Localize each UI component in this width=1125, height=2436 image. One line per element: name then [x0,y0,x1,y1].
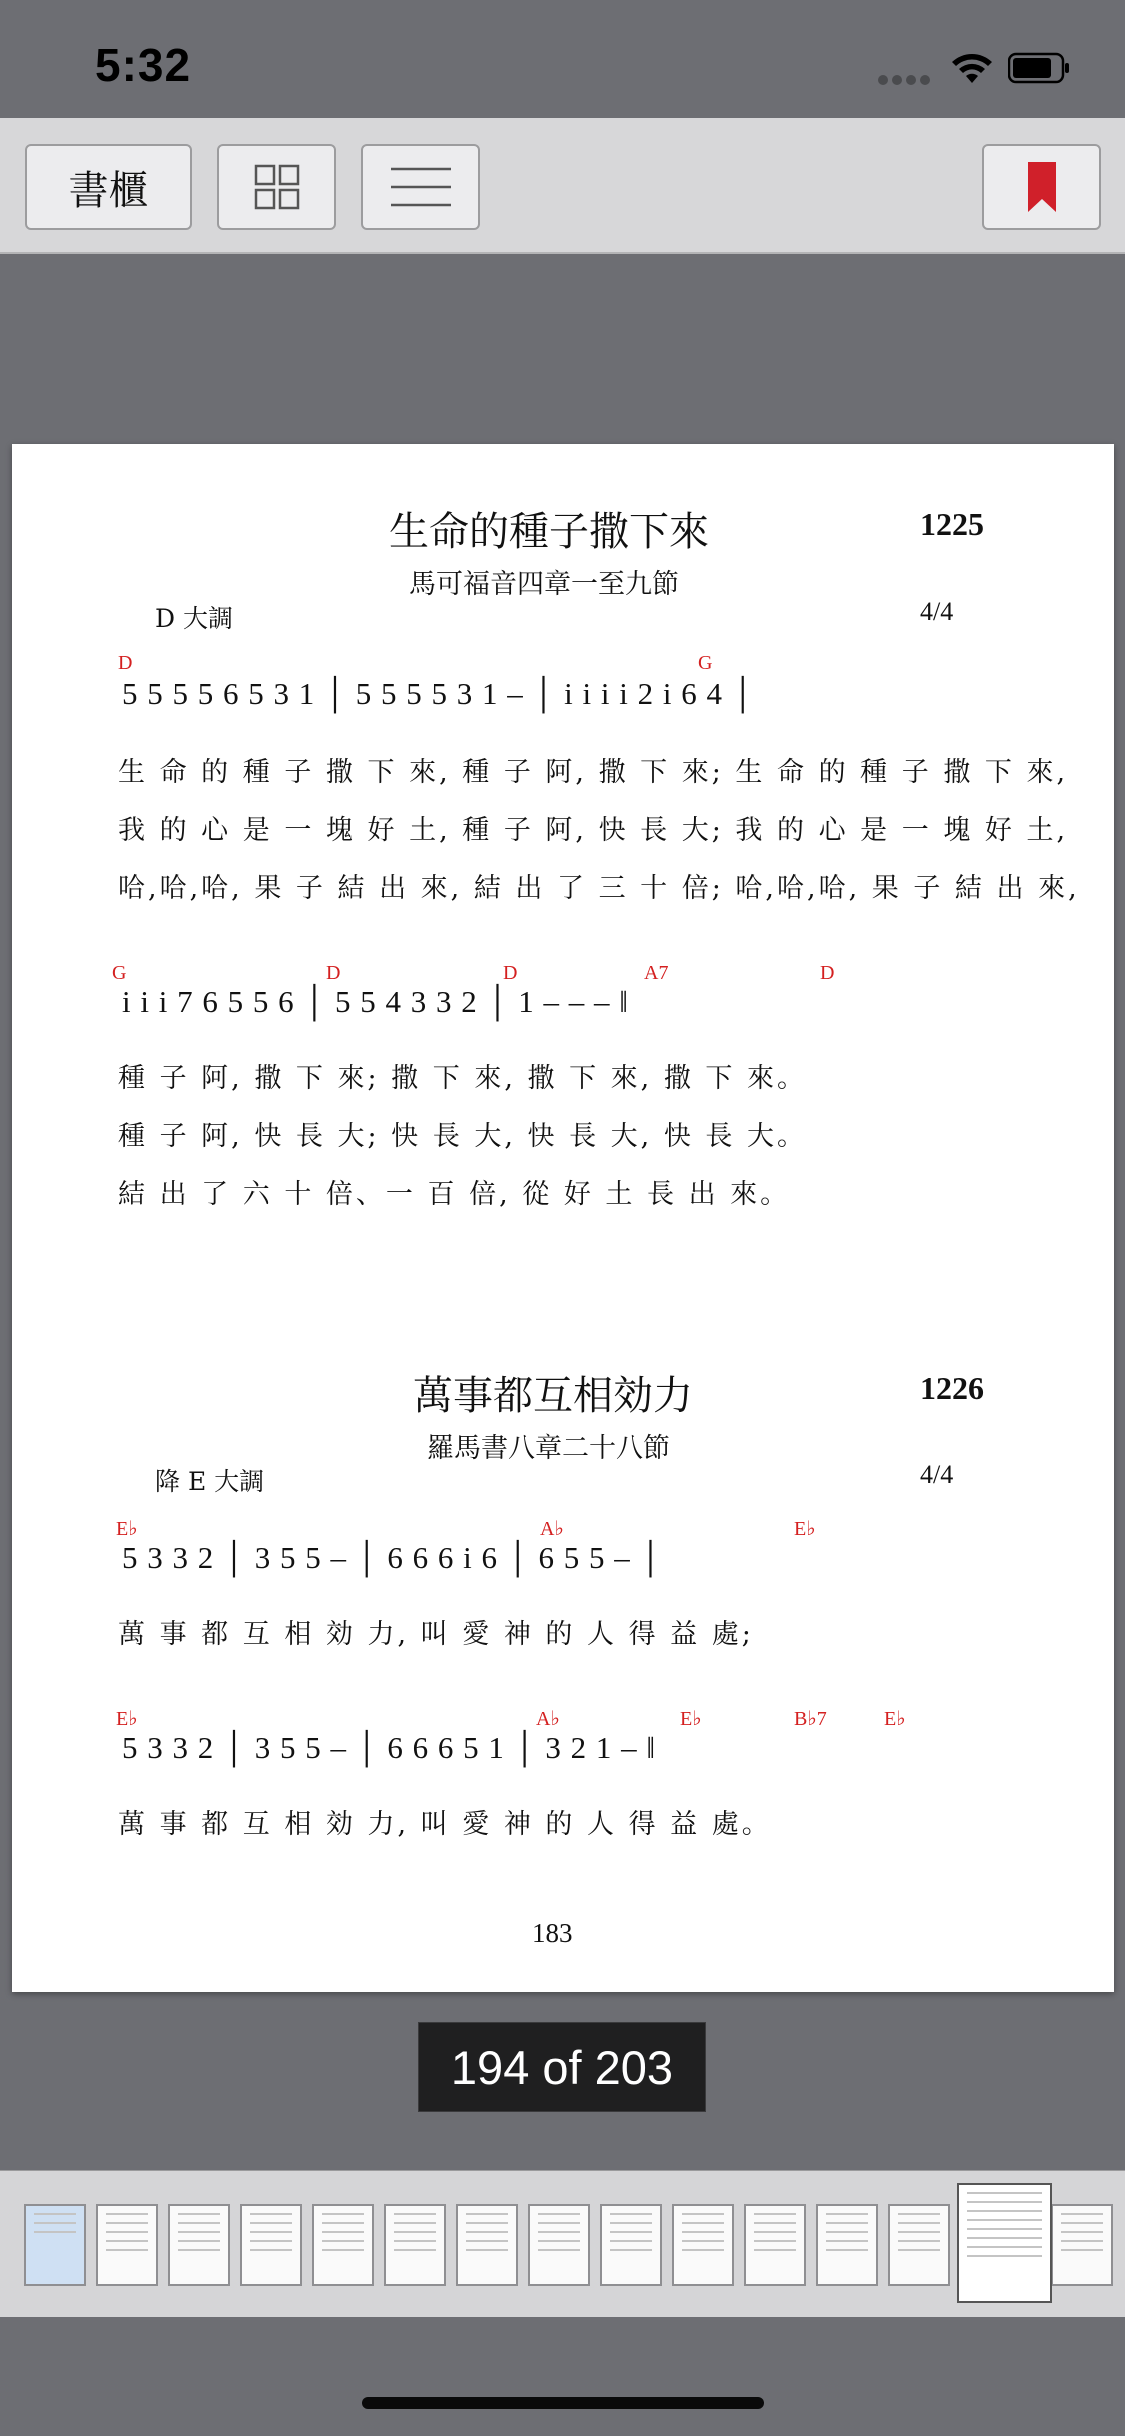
song-key: 降 E 大調 [155,1467,265,1496]
page-thumbnail[interactable] [168,2204,230,2286]
thumbnail-strip[interactable] [0,2170,1125,2317]
bookshelf-button[interactable] [25,144,192,230]
page-thumbnail[interactable] [672,2204,734,2286]
song-title: 萬事都互相効力 [413,1373,693,1419]
grid-view-button[interactable] [217,144,336,230]
page-indicator-text: 194 of 203 [450,2040,674,2094]
chord-label: B♭7 [794,1708,827,1730]
page-thumbnail[interactable] [744,2204,806,2286]
page-number: 183 [532,1918,573,1948]
lyric-line: 結 出 了 六 十 倍、一 百 倍, 從 好 土 長 出 來。 [118,1179,791,1210]
menu-icon [389,165,453,209]
table-of-contents-button[interactable] [361,144,480,230]
song-number: 1225 [920,506,984,542]
page-thumbnail[interactable] [24,2204,86,2286]
page-thumbnail[interactable] [816,2204,878,2286]
page-thumbnail[interactable] [312,2204,374,2286]
song-subtitle: 羅馬書八章二十八節 [427,1433,670,1464]
time-signature: 4/4 [920,597,954,626]
page-thumbnail[interactable] [888,2204,950,2286]
chord-label: G [112,962,127,984]
notation-line: 5 3 3 2 │ 3 5 5 – │ 6 6 6 5 1 │ 3 2 1 – ‖ [122,1730,657,1765]
lyric-line: 種 子 阿, 快 長 大; 快 長 大, 快 長 大, 快 長 大。 [118,1121,807,1152]
chord-label: D [326,962,341,984]
chord-label: E♭ [884,1708,906,1730]
chord-label: G [698,652,713,674]
page-thumbnail-current[interactable] [957,2183,1052,2303]
chord-label: E♭ [116,1518,138,1540]
status-time: 5:32 [95,39,192,91]
book-page [12,444,1114,1992]
chord-label: E♭ [794,1518,816,1540]
battery-icon [1008,52,1070,84]
page-thumbnail[interactable] [1051,2204,1113,2286]
status-bar [0,0,1125,118]
chord-label: D [820,962,835,984]
chord-label: A7 [644,962,669,984]
home-indicator[interactable] [362,2397,764,2409]
cellular-signal-icon [878,72,934,90]
wifi-icon [948,50,996,86]
chord-label: A♭ [536,1708,560,1730]
lyric-line: 萬 事 都 互 相 効 力, 叫 愛 神 的 人 得 益 處。 [118,1809,772,1840]
time-signature: 4/4 [920,1460,954,1489]
lyric-line: 萬 事 都 互 相 効 力, 叫 愛 神 的 人 得 益 處; [118,1619,754,1650]
page-thumbnail[interactable] [240,2204,302,2286]
page-indicator [418,2022,706,2112]
page-thumbnail[interactable] [384,2204,446,2286]
chord-label: D [503,962,518,984]
song-title: 生命的種子撒下來 [389,509,709,555]
bookshelf-label: 書櫃 [68,167,149,214]
chord-label: A♭ [540,1518,564,1540]
bookmark-button[interactable] [982,144,1101,230]
notation-line: 5 5 5 5 6 5 3 1 │ 5 5 5 5 3 1 – │ i i i i 2 i 6 4 │ [122,676,755,711]
page-thumbnail[interactable] [528,2204,590,2286]
notation-line: 5 3 3 2 │ 3 5 5 – │ 6 6 6 i 6 │ 6 5 5 – │ [122,1540,663,1575]
notation-line: i i i 7 6 5 5 6 │ 5 5 4 3 3 2 │ 1 – – – ‖ [122,984,629,1019]
reader-toolbar [0,118,1125,254]
chord-label: D [118,652,133,674]
page-thumbnail[interactable] [600,2204,662,2286]
bookmark-icon [1027,162,1057,212]
song-key: D 大調 [155,604,233,633]
song-subtitle: 馬可福音四章一至九節 [409,569,679,600]
page-thumbnail[interactable] [96,2204,158,2286]
lyric-line: 生 命 的 種 子 撒 下 來, 種 子 阿, 撒 下 來; 生 命 的 種 子 撒 下 來, [118,757,1069,788]
lyric-line: 哈,哈,哈, 果 子 結 出 來, 結 出 了 三 十 倍; 哈,哈,哈, 果 子 結 出 來, [118,873,1080,904]
lyric-line: 種 子 阿, 撒 下 來; 撒 下 來, 撒 下 來, 撒 下 來。 [118,1063,807,1094]
chord-label: E♭ [680,1708,702,1730]
grid-icon [254,164,300,210]
lyric-line: 我 的 心 是 一 塊 好 土, 種 子 阿, 快 長 大; 我 的 心 是 一 塊 好 土, [118,815,1069,846]
song-number: 1226 [920,1370,984,1406]
page-thumbnail[interactable] [456,2204,518,2286]
chord-label: E♭ [116,1708,138,1730]
